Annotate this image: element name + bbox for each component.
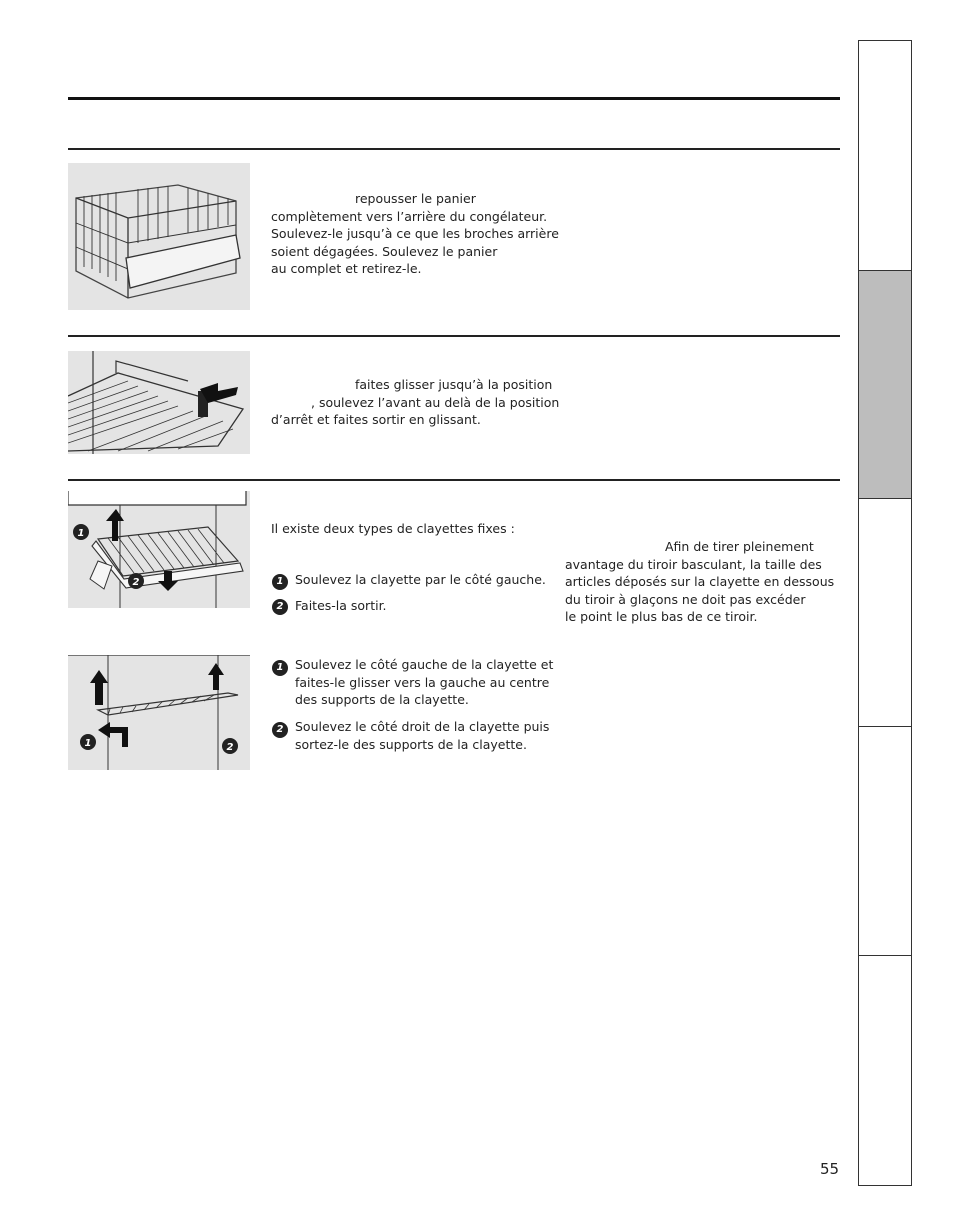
basket-line-1: repousser le panier <box>355 191 476 206</box>
section-divider-fixed-shelves <box>68 479 840 481</box>
basket-line-5: au complet et retirez-le. <box>271 261 422 276</box>
type1-badge-1: 1 <box>77 528 85 539</box>
page-number: 55 <box>820 1160 840 1178</box>
basket-line-3: Soulevez-le jusqu’à ce que les broches arrière <box>271 226 559 241</box>
type1-step-2: Faites-la sortir. <box>295 598 387 613</box>
slide-shelf-instructions <box>271 376 559 429</box>
wire-basket-icon <box>68 163 250 310</box>
ice-drawer-note <box>565 538 834 626</box>
sidebar-tab-3[interactable] <box>859 499 911 727</box>
basket-line-2: complètement vers l’arrière du congélateur. <box>271 208 548 224</box>
type2-step-number-1: 1 <box>272 660 288 676</box>
fixed-shelves-intro: Il existe deux types de clayettes fixes : <box>271 521 515 536</box>
type2-step-1-line-1: Soulevez le côté gauche de la clayette et <box>295 657 554 672</box>
sidebar-tab-5[interactable] <box>859 956 911 1185</box>
note-line-3: articles déposés sur la clayette en dessous <box>565 574 835 589</box>
note-line-1: Afin de tirer pleinement <box>665 539 814 554</box>
type2-step-1-line-2: faites-le glisser vers la gauche au centre <box>295 674 550 690</box>
type2-step-1 <box>295 656 553 709</box>
note-line-5: le point le plus bas de ce tiroir. <box>565 609 758 624</box>
basket-instructions <box>271 190 559 278</box>
section-divider-slide-shelf <box>68 335 840 337</box>
type2-step-2-line-2: sortez-le des supports de la clayette. <box>295 736 527 752</box>
step-number-1: 1 <box>272 574 288 590</box>
type2-step-2-line-1: Soulevez le côté droit de la clayette puis <box>295 719 550 734</box>
sidebar-tab-2-active[interactable] <box>859 271 911 499</box>
sliding-shelf-icon <box>68 351 250 454</box>
type2-step-1-line-3: des supports de la clayette. <box>295 692 469 707</box>
type2-step-2 <box>295 718 549 753</box>
type2-step-number-2: 2 <box>272 722 288 738</box>
sidebar-tabs <box>858 40 912 1186</box>
type1-step-1: Soulevez la clayette par le côté gauche. <box>295 572 546 587</box>
sidebar-tab-1[interactable] <box>859 41 911 271</box>
note-line-4: du tiroir à glaçons ne doit pas excéder <box>565 591 806 607</box>
section-divider-basket <box>68 148 840 150</box>
slide-shelf-line-3: d’arrêt et faites sortir en glissant. <box>271 412 481 427</box>
type1-badge-2: 2 <box>132 577 140 588</box>
fixed-shelf-type1-icon <box>68 491 250 608</box>
type2-badge-2: 2 <box>226 742 234 753</box>
note-line-2: avantage du tiroir basculant, la taille des <box>565 556 822 572</box>
sidebar-tab-4[interactable] <box>859 727 911 956</box>
basket-line-4: soient dégagées. Soulevez le panier <box>271 243 498 259</box>
slide-shelf-line-2: , soulevez l’avant au delà de la position <box>311 394 560 410</box>
step-number-2: 2 <box>272 599 288 615</box>
slide-shelf-line-1: faites glisser jusqu’à la position <box>355 377 553 392</box>
header-rule <box>68 97 840 100</box>
type2-badge-1: 1 <box>84 738 92 749</box>
fixed-shelf-type2-icon <box>68 655 250 770</box>
